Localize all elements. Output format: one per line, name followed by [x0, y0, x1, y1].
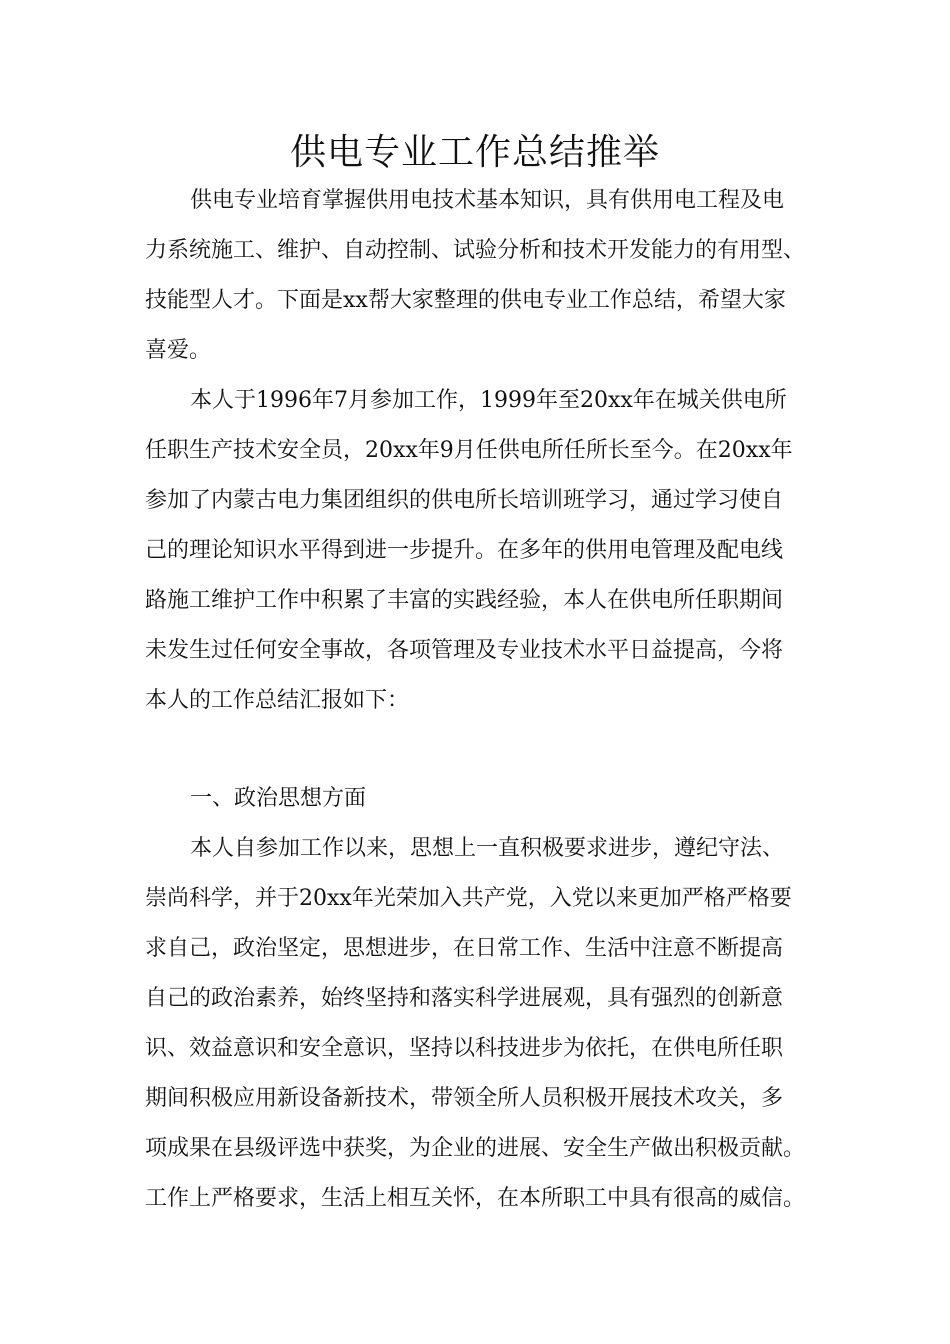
- intro-line-1: 供电专业培育掌握供用电技术基本知识，具有供用电工程及电: [190, 188, 785, 213]
- para1-line-1: 本人于1996年7月参加工作，1999年至20xx年在城关供电所: [190, 388, 787, 413]
- intro-line-2: 力系统施工、维护、自动控制、试验分析和技术开发能力的有用型、: [145, 238, 806, 263]
- para2-line-7: 项成果在县级评选中获奖，为企业的进展、安全生产做出积极贡献。: [145, 1136, 806, 1161]
- para2-line-6: 期间积极应用新设备新技术，带领全所人员积极开展技术攻关，多: [145, 1086, 784, 1111]
- para1-line-2: 任职生产技术安全员，20xx年9月任供电所任所长至今。在20xx年: [145, 438, 793, 463]
- para2-line-5: 识、效益意识和安全意识，坚持以科技进步为依托，在供电所任职: [145, 1036, 784, 1061]
- intro-line-3: 技能型人才。下面是xx帮大家整理的供电专业工作总结，希望大家: [145, 288, 786, 313]
- para1-line-5: 路施工维护工作中积累了丰富的实践经验，本人在供电所任职期间: [145, 588, 784, 613]
- para2-line-4: 自己的政治素养，始终坚持和落实科学进展观，具有强烈的创新意: [145, 986, 784, 1011]
- para2-line-3: 求自己，政治坚定，思想进步，在日常工作、生活中注意不断提高: [145, 936, 784, 961]
- document-title: 供电专业工作总结推举: [289, 132, 660, 173]
- para2-line-2: 崇尚科学，并于20xx年光荣加入共产党，入党以来更加严格严格要: [145, 886, 792, 911]
- section-heading-politics: 一、政治思想方面: [190, 786, 367, 811]
- para1-line-4: 己的理论知识水平得到进一步提升。在多年的供用电管理及配电线: [145, 538, 784, 563]
- para2-line-1: 本人自参加工作以来，思想上一直积极要求进步，遵纪守法、: [190, 836, 785, 861]
- para1-line-6: 未发生过任何安全事故，各项管理及专业技术水平日益提高，今将: [145, 638, 784, 663]
- para2-line-8: 工作上严格要求，生活上相互关怀，在本所职工中具有很高的威信。: [145, 1186, 806, 1211]
- para1-line-3: 参加了内蒙古电力集团组织的供电所长培训班学习，通过学习使自: [145, 488, 784, 513]
- para1-line-7: 本人的工作总结汇报如下：: [145, 688, 410, 713]
- intro-line-4: 喜爱。: [145, 338, 212, 363]
